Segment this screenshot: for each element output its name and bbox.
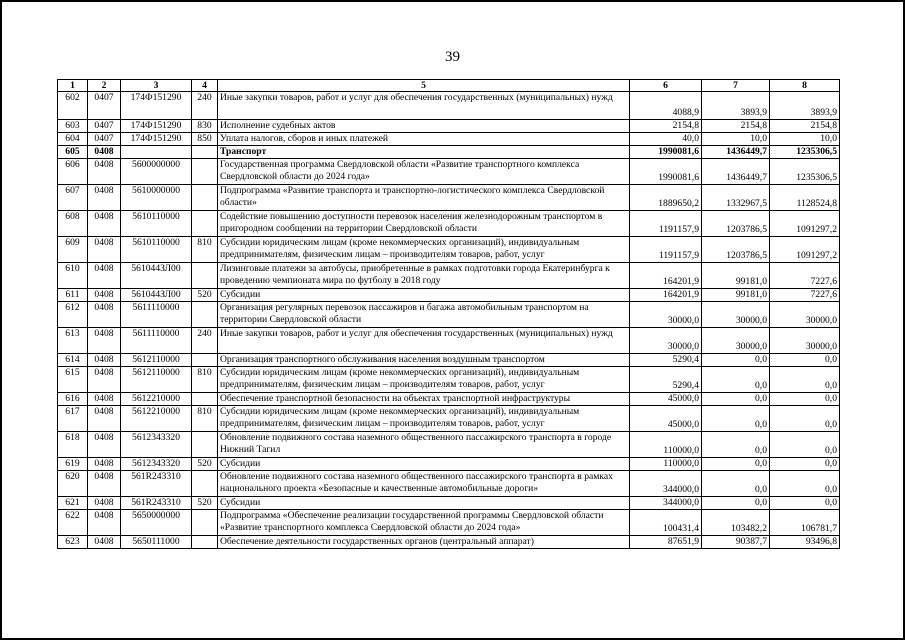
amount-col-8: 30000,0	[770, 302, 840, 328]
amount-col-7: 1436449,7	[702, 159, 770, 185]
row-number: 608	[58, 211, 88, 237]
item-description: Субсидии	[218, 458, 630, 471]
section-code: 0408	[88, 185, 121, 211]
row-number: 610	[58, 263, 88, 289]
item-description: Транспорт	[218, 146, 630, 159]
table-body	[58, 92, 840, 549]
target-article-code: 174Ф151290	[121, 120, 192, 133]
amount-col-8: 1091297,2	[770, 237, 840, 263]
amount-col-8: 3893,9	[770, 92, 840, 120]
item-description: Иные закупки товаров, работ и услуг для обеспечения государственных (муниципальных) нужд	[218, 92, 630, 120]
row-number: 619	[58, 458, 88, 471]
expense-type-code: 520	[192, 458, 218, 471]
target-article-code: 561044ЗЛ00	[121, 263, 192, 289]
table-row	[58, 120, 840, 133]
expense-type-code	[192, 263, 218, 289]
expense-type-code	[192, 510, 218, 536]
item-description: Субсидии юридическим лицам (кроме некоммерческих организаций), индивидуальным предпринимателям, физическим лицам – производителям товаров, работ, услуг	[218, 406, 630, 432]
table-row	[58, 146, 840, 159]
target-article-code: 5612110000	[121, 354, 192, 367]
page-number: 39	[445, 49, 460, 65]
amount-col-8: 10,0	[770, 133, 840, 146]
target-article-code: 5612110000	[121, 367, 192, 393]
item-description: Подпрограмма «Обеспечение реализации государственной программы Свердловской области «Развитие транспортного комплекса Свердловской области до 2024 года»	[218, 510, 630, 536]
col-header: 6	[630, 80, 702, 92]
target-article-code: 5611110000	[121, 302, 192, 328]
table-row	[58, 354, 840, 367]
target-article-code: 5650000000	[121, 510, 192, 536]
row-number: 609	[58, 237, 88, 263]
amount-col-6: 110000,0	[630, 458, 702, 471]
col-header: 7	[702, 80, 770, 92]
table-row	[58, 211, 840, 237]
section-code: 0408	[88, 497, 121, 510]
target-article-code: 561R243310	[121, 471, 192, 497]
expense-type-code: 850	[192, 133, 218, 146]
expense-type-code	[192, 432, 218, 458]
row-number: 615	[58, 367, 88, 393]
amount-col-7: 99181,0	[702, 289, 770, 302]
amount-col-8: 30000,0	[770, 328, 840, 354]
item-description: Организация регулярных перевозок пассажиров и багажа автомобильным транспортом на территории Свердловской области	[218, 302, 630, 328]
amount-col-8: 0,0	[770, 471, 840, 497]
amount-col-6: 1990081,6	[630, 146, 702, 159]
target-article-code: 5612343320	[121, 432, 192, 458]
table-row	[58, 263, 840, 289]
expense-type-code: 810	[192, 237, 218, 263]
budget-table	[57, 79, 840, 549]
item-description: Обеспечение деятельности государственных органов (центральный аппарат)	[218, 536, 630, 549]
item-description: Содействие повышению доступности перевозок населения железнодорожным транспортом в пригородном сообщении на территории Свердловской области	[218, 211, 630, 237]
amount-col-8: 2154,8	[770, 120, 840, 133]
amount-col-7: 0,0	[702, 458, 770, 471]
row-number: 622	[58, 510, 88, 536]
amount-col-6: 5290,4	[630, 367, 702, 393]
item-description: Лизинговые платежи за автобусы, приобретенные в рамках подготовки города Екатеринбурга к проведению чемпионата мира по футболу в 2018 году	[218, 263, 630, 289]
item-description: Обновление подвижного состава наземного общественного пассажирского транспорта в рамках национального проекта «Безопасные и качественные автомобильные дороги»	[218, 471, 630, 497]
item-description: Уплата налогов, сборов и иных платежей	[218, 133, 630, 146]
row-number: 611	[58, 289, 88, 302]
section-code: 0408	[88, 471, 121, 497]
expense-type-code	[192, 211, 218, 237]
amount-col-7: 30000,0	[702, 302, 770, 328]
target-article-code: 5612210000	[121, 406, 192, 432]
amount-col-8: 0,0	[770, 497, 840, 510]
expense-type-code	[192, 393, 218, 406]
amount-col-8: 1128524,8	[770, 185, 840, 211]
amount-col-6: 1889650,2	[630, 185, 702, 211]
section-code: 0408	[88, 328, 121, 354]
amount-col-8: 0,0	[770, 458, 840, 471]
table-row	[58, 92, 840, 120]
item-description: Обновление подвижного состава наземного общественного пассажирского транспорта в городе Нижний Тагил	[218, 432, 630, 458]
expense-type-code: 830	[192, 120, 218, 133]
item-description: Субсидии	[218, 497, 630, 510]
amount-col-6: 100431,4	[630, 510, 702, 536]
amount-col-8: 0,0	[770, 432, 840, 458]
table-row	[58, 497, 840, 510]
amount-col-7: 99181,0	[702, 263, 770, 289]
amount-col-8: 1235306,5	[770, 159, 840, 185]
amount-col-8: 1091297,2	[770, 211, 840, 237]
row-number: 606	[58, 159, 88, 185]
amount-col-8: 106781,7	[770, 510, 840, 536]
expense-type-code: 520	[192, 289, 218, 302]
amount-col-6: 110000,0	[630, 432, 702, 458]
row-number: 602	[58, 92, 88, 120]
row-number: 617	[58, 406, 88, 432]
target-article-code: 5611110000	[121, 328, 192, 354]
row-number: 613	[58, 328, 88, 354]
amount-col-8: 93496,8	[770, 536, 840, 549]
target-article-code: 561044ЗЛ00	[121, 289, 192, 302]
row-number: 605	[58, 146, 88, 159]
target-article-code: 5600000000	[121, 159, 192, 185]
item-description: Субсидии юридическим лицам (кроме некоммерческих организаций), индивидуальным предпринимателям, физическим лицам – производителям товаров, работ, услуг	[218, 367, 630, 393]
row-number: 603	[58, 120, 88, 133]
expense-type-code	[192, 354, 218, 367]
section-code: 0408	[88, 458, 121, 471]
amount-col-8: 7227,6	[770, 289, 840, 302]
table-row	[58, 237, 840, 263]
section-code: 0408	[88, 237, 121, 263]
amount-col-7: 1332967,5	[702, 185, 770, 211]
amount-col-6: 45000,0	[630, 406, 702, 432]
section-code: 0408	[88, 354, 121, 367]
header-row	[58, 80, 840, 92]
row-number: 618	[58, 432, 88, 458]
item-description: Подпрограмма «Развитие транспорта и транспортно-логистического комплекса Свердловской области»	[218, 185, 630, 211]
amount-col-7: 90387,7	[702, 536, 770, 549]
row-number: 607	[58, 185, 88, 211]
section-code: 0407	[88, 133, 121, 146]
amount-col-8: 0,0	[770, 406, 840, 432]
table-row	[58, 133, 840, 146]
col-header: 5	[218, 80, 630, 92]
section-code: 0408	[88, 536, 121, 549]
table-row	[58, 471, 840, 497]
amount-col-6: 2154,8	[630, 120, 702, 133]
amount-col-6: 40,0	[630, 133, 702, 146]
row-number: 620	[58, 471, 88, 497]
item-description: Государственная программа Свердловской области «Развитие транспортного комплекса Свердловской области до 2024 года»	[218, 159, 630, 185]
table-row	[58, 432, 840, 458]
amount-col-6: 164201,9	[630, 263, 702, 289]
table-row	[58, 367, 840, 393]
target-article-code: 174Ф151290	[121, 92, 192, 120]
table-row	[58, 406, 840, 432]
amount-col-6: 4088,9	[630, 92, 702, 120]
amount-col-7: 0,0	[702, 406, 770, 432]
amount-col-7: 1436449,7	[702, 146, 770, 159]
amount-col-6: 1191157,9	[630, 237, 702, 263]
amount-col-8: 0,0	[770, 354, 840, 367]
expense-type-code	[192, 536, 218, 549]
amount-col-7: 0,0	[702, 367, 770, 393]
amount-col-6: 164201,9	[630, 289, 702, 302]
section-code: 0408	[88, 263, 121, 289]
col-header: 8	[770, 80, 840, 92]
section-code: 0408	[88, 159, 121, 185]
amount-col-6: 344000,0	[630, 497, 702, 510]
section-code: 0407	[88, 120, 121, 133]
amount-col-7: 0,0	[702, 497, 770, 510]
amount-col-8: 7227,6	[770, 263, 840, 289]
target-article-code: 5612343320	[121, 458, 192, 471]
amount-col-6: 1191157,9	[630, 211, 702, 237]
row-number: 612	[58, 302, 88, 328]
item-description: Исполнение судебных актов	[218, 120, 630, 133]
amount-col-7: 1203786,5	[702, 237, 770, 263]
amount-col-7: 1203786,5	[702, 211, 770, 237]
section-code: 0408	[88, 302, 121, 328]
item-description: Иные закупки товаров, работ и услуг для обеспечения государственных (муниципальных) нужд	[218, 328, 630, 354]
expense-type-code	[192, 146, 218, 159]
section-code: 0408	[88, 406, 121, 432]
target-article-code: 5610000000	[121, 185, 192, 211]
table-row	[58, 393, 840, 406]
section-code: 0408	[88, 510, 121, 536]
expense-type-code	[192, 471, 218, 497]
amount-col-6: 30000,0	[630, 302, 702, 328]
expense-type-code	[192, 302, 218, 328]
table-row	[58, 289, 840, 302]
table-row	[58, 510, 840, 536]
target-article-code: 5650111000	[121, 536, 192, 549]
item-description: Обеспечение транспортной безопасности на объектах транспортной инфраструктуры	[218, 393, 630, 406]
amount-col-7: 0,0	[702, 471, 770, 497]
section-code: 0408	[88, 367, 121, 393]
amount-col-6: 344000,0	[630, 471, 702, 497]
amount-col-6: 1990081,6	[630, 159, 702, 185]
amount-col-8: 1235306,5	[770, 146, 840, 159]
item-description: Субсидии юридическим лицам (кроме некоммерческих организаций), индивидуальным предпринимателям, физическим лицам – производителям товаров, работ, услуг	[218, 237, 630, 263]
section-code: 0408	[88, 146, 121, 159]
col-header: 1	[58, 80, 88, 92]
expense-type-code	[192, 159, 218, 185]
col-header: 2	[88, 80, 121, 92]
amount-col-6: 5290,4	[630, 354, 702, 367]
expense-type-code: 810	[192, 367, 218, 393]
amount-col-7: 30000,0	[702, 328, 770, 354]
amount-col-6: 45000,0	[630, 393, 702, 406]
amount-col-8: 0,0	[770, 393, 840, 406]
target-article-code: 561R243310	[121, 497, 192, 510]
table-row	[58, 302, 840, 328]
amount-col-7: 3893,9	[702, 92, 770, 120]
item-description: Субсидии	[218, 289, 630, 302]
table-row	[58, 159, 840, 185]
expense-type-code: 240	[192, 92, 218, 120]
expense-type-code: 810	[192, 406, 218, 432]
col-header: 4	[192, 80, 218, 92]
amount-col-7: 10,0	[702, 133, 770, 146]
target-article-code: 5612210000	[121, 393, 192, 406]
row-number: 614	[58, 354, 88, 367]
item-description: Организация транспортного обслуживания населения воздушным транспортом	[218, 354, 630, 367]
table-row	[58, 185, 840, 211]
section-code: 0407	[88, 92, 121, 120]
amount-col-7: 0,0	[702, 393, 770, 406]
target-article-code: 174Ф151290	[121, 133, 192, 146]
amount-col-8: 0,0	[770, 367, 840, 393]
target-article-code: 5610110000	[121, 211, 192, 237]
row-number: 621	[58, 497, 88, 510]
expense-type-code: 520	[192, 497, 218, 510]
expense-type-code: 240	[192, 328, 218, 354]
table-row	[58, 536, 840, 549]
row-number: 623	[58, 536, 88, 549]
amount-col-7: 2154,8	[702, 120, 770, 133]
amount-col-7: 0,0	[702, 354, 770, 367]
table-row	[58, 458, 840, 471]
row-number: 616	[58, 393, 88, 406]
amount-col-6: 30000,0	[630, 328, 702, 354]
row-number: 604	[58, 133, 88, 146]
table-row	[58, 328, 840, 354]
section-code: 0408	[88, 432, 121, 458]
amount-col-7: 0,0	[702, 432, 770, 458]
expense-type-code	[192, 185, 218, 211]
target-article-code: 5610110000	[121, 237, 192, 263]
target-article-code	[121, 146, 192, 159]
amount-col-6: 87651,9	[630, 536, 702, 549]
col-header: 3	[121, 80, 192, 92]
section-code: 0408	[88, 289, 121, 302]
section-code: 0408	[88, 393, 121, 406]
amount-col-7: 103482,2	[702, 510, 770, 536]
section-code: 0408	[88, 211, 121, 237]
